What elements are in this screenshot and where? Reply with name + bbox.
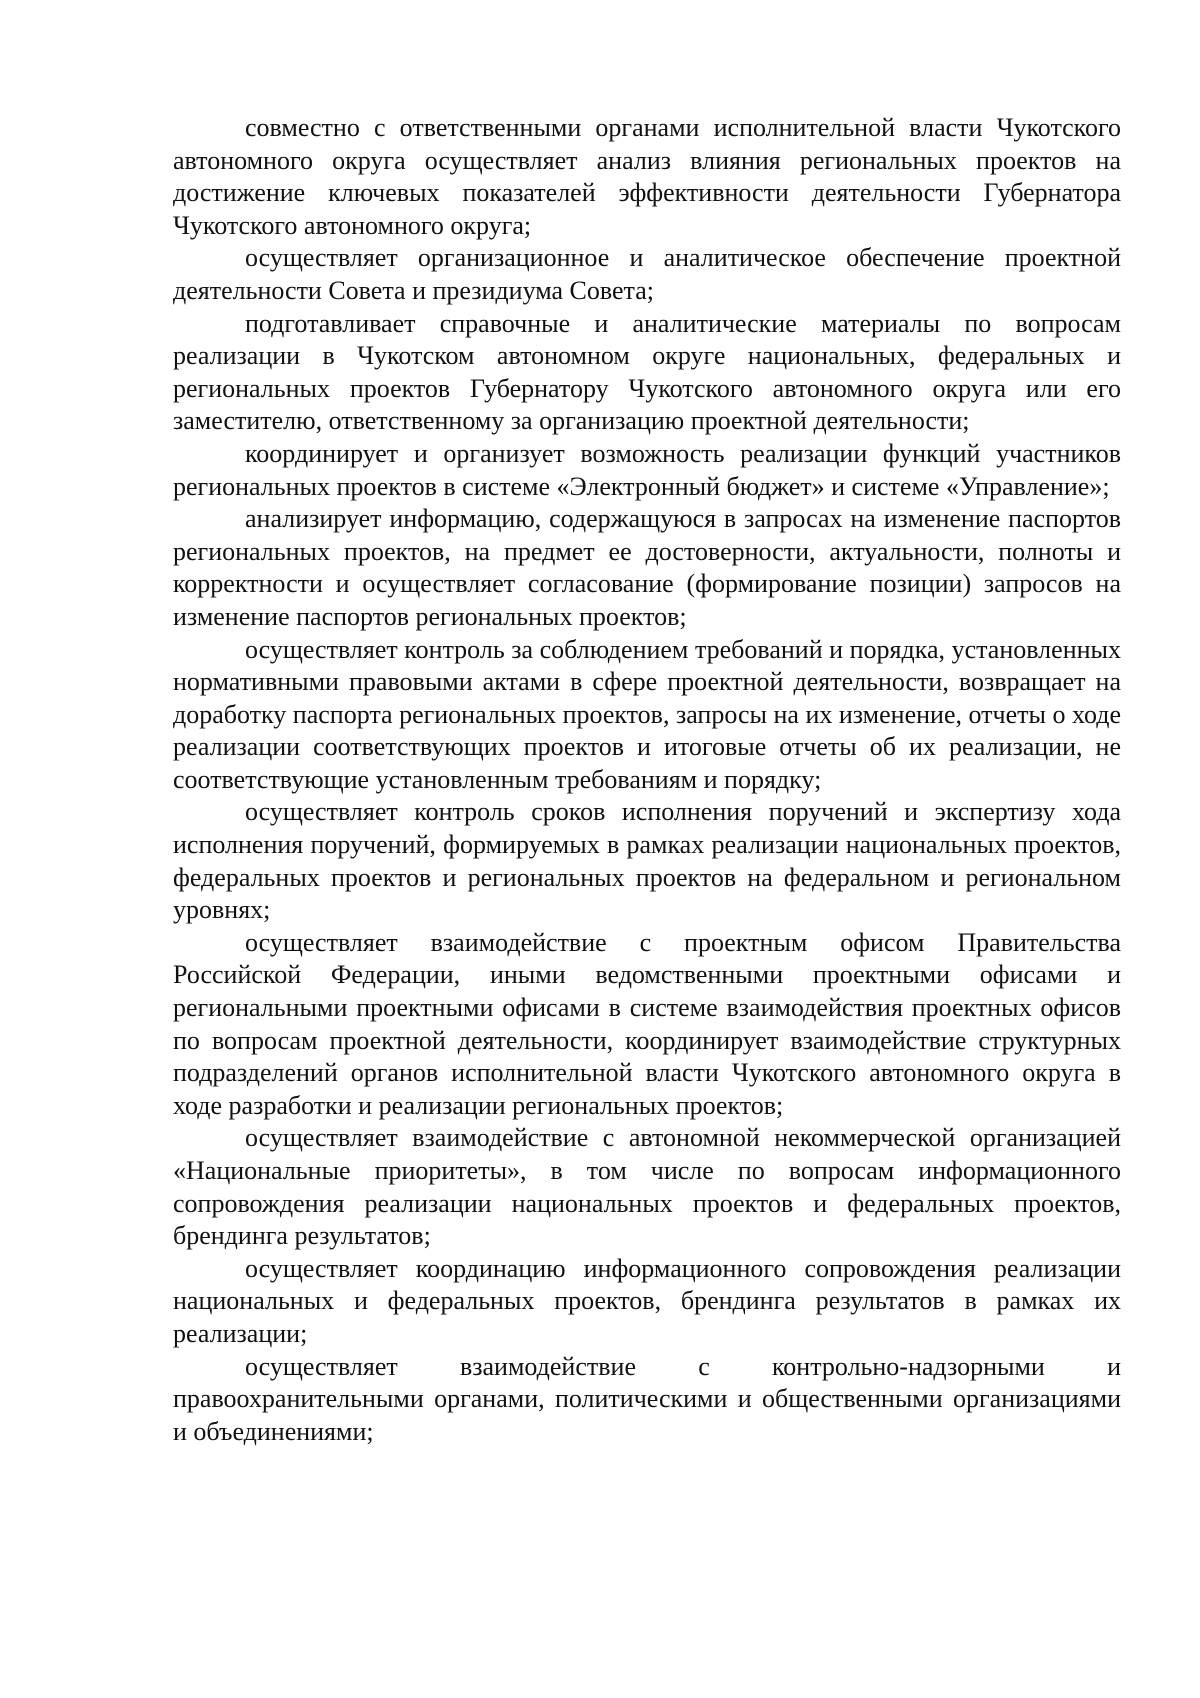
document-page — [173, 112, 1121, 1448]
paragraph-3: подготавливает справочные и аналитические материалы по вопросам реализации в Чукотском автономном округе национальных, федеральных и региональных проектов Губернатору Чукотского автономного округа или его заместителю, ответственному за организацию проектной деятельности; — [173, 308, 1121, 436]
paragraph-9: осуществляет взаимодействие с автономной некоммерческой организацией «Национальные приоритеты», в том числе по вопросам информационного сопровождения реализации национальных проектов и федеральных проектов, брендинга результатов; — [173, 1123, 1121, 1251]
paragraph-2: осуществляет организационное и аналитическое обеспечение проектной деятельности Совета и президиума Совета; — [173, 243, 1121, 305]
paragraph-8: осуществляет взаимодействие с проектным офисом Правительства Российской Федерации, иными ведомственными проектными офисами и региональными проектными офисами в системе взаимодействия проектных офисов по вопросам проектной деятельности, координирует взаимодействие структурных подразделений органов исполнительной власти Чукотского автономного округа в ходе разработки и реализации региональных проектов; — [173, 927, 1121, 1120]
paragraph-1: совместно с ответственными органами исполнительной власти Чукотского автономного округа осуществляет анализ влияния региональных проектов на достижение ключевых показателей эффективности деятельности Губернатора Чукотского автономного округа; — [173, 113, 1121, 240]
paragraph-4: координирует и организует возможность реализации функций участников региональных проектов в системе «Электронный бюджет» и системе «Управление»; — [173, 438, 1121, 501]
paragraph-11: осуществляет взаимодействие с контрольно-надзорными и правоохранительными органами, политическими и общественными организациями и объединениями; — [173, 1351, 1121, 1446]
paragraph-10: осуществляет координацию информационного сопровождения реализации национальных и федеральных проектов, брендинга результатов в рамках их реализации; — [173, 1253, 1121, 1348]
paragraph-7: осуществляет контроль сроков исполнения поручений и экспертизу хода исполнения поручений, формируемых в рамках реализации национальных проектов, федеральных проектов и региональных проектов на федеральном и региональном уровнях; — [173, 797, 1121, 925]
paragraph-5: анализирует информацию, содержащуюся в запросах на изменение паспортов региональных проектов, на предмет ее достоверности, актуальности, полноты и корректности и осуществляет согласование (формирование позиции) запросов на изменение паспортов региональных проектов; — [173, 504, 1121, 631]
paragraph-6: осуществляет контроль за соблюдением требований и порядка, установленных нормативными правовыми актами в сфере проектной деятельности, возвращает на доработку паспорта региональных проектов, запросы на их изменение, отчеты о ходе реализации соответствующих проектов и итоговые отчеты об их реализации, не соответствующие установленным требованиям и порядку; — [173, 634, 1121, 794]
